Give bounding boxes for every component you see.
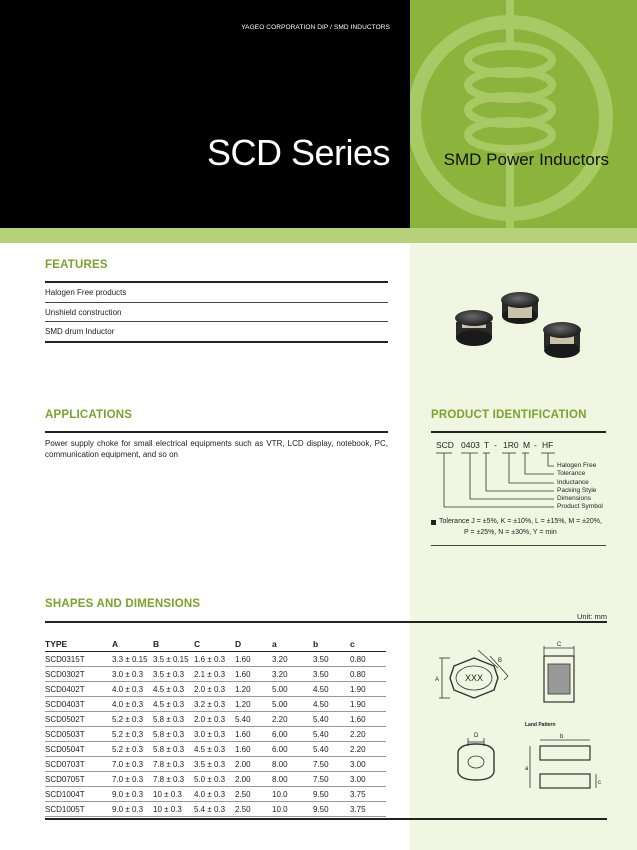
dimension-cell: 6.00 [272, 727, 313, 742]
dimension-cell: 3.0 ± 0.3 [194, 727, 235, 742]
dim-label: c [598, 780, 601, 786]
dimension-cell: 3.20 [272, 667, 313, 682]
dim-label: C [557, 642, 562, 648]
dimension-cell: 2.1 ± 0.3 [194, 667, 235, 682]
column-header: B [153, 636, 194, 652]
product-id-heading: PRODUCT IDENTIFICATION [431, 409, 587, 421]
column-header: a [272, 636, 313, 652]
feature-item: SMD drum Inductor [45, 327, 115, 336]
header-green-panel [410, 0, 637, 228]
tolerance-line: Tolerance J = ±5%, K = ±10%, L = ±15%, M = ±20%, [439, 518, 602, 525]
applications-heading: APPLICATIONS [45, 409, 133, 421]
dimension-cell: 3.50 [313, 652, 350, 667]
table-row [45, 712, 386, 727]
dimension-cell: 1.90 [350, 682, 386, 697]
dimension-cell: 8.00 [272, 757, 313, 772]
dimension-cell: 1.60 [235, 667, 272, 682]
code-part: M [523, 440, 531, 450]
dimension-cell: 5.8 ± 0.3 [153, 712, 194, 727]
dimensions-table [45, 636, 386, 817]
dimension-cell: 3.00 [350, 772, 386, 787]
code-part: SCD [436, 440, 454, 450]
dimension-cell: 5.00 [272, 697, 313, 712]
dimension-cell: 3.75 [350, 787, 386, 802]
dimension-cell: 5.0 ± 0.3 [194, 772, 235, 787]
feature-item: Halogen Free products [45, 288, 127, 297]
table-row [45, 802, 386, 817]
table-row [45, 652, 386, 667]
code-label: Tolerance [557, 470, 586, 477]
code-part: HF [542, 440, 554, 450]
dimension-cell: 1.60 [235, 742, 272, 757]
dimension-cell: 9.50 [313, 787, 350, 802]
product-photo [448, 288, 588, 363]
inductor-image [543, 322, 581, 358]
table-row [45, 682, 386, 697]
bullet-icon [431, 520, 436, 525]
table-row [45, 772, 386, 787]
dimension-cell: 7.8 ± 0.3 [153, 772, 194, 787]
land-pattern-label: Land Pattern [525, 722, 556, 728]
dimension-cell: 3.50 [313, 667, 350, 682]
code-label: Packing Style [557, 487, 597, 494]
column-header: b [313, 636, 350, 652]
dimension-cell: 7.50 [313, 772, 350, 787]
inductor-image [501, 292, 539, 324]
type-cell: SCD0705T [45, 772, 112, 787]
dimension-cell: 2.0 ± 0.3 [194, 712, 235, 727]
dimension-cell: 6.00 [272, 742, 313, 757]
dimension-cell: 3.75 [350, 802, 386, 817]
dimension-cell: 4.0 ± 0.3 [112, 697, 153, 712]
corp-line: YAGEO CORPORATION DIP / SMD INDUCTORS [241, 24, 390, 31]
code-part: 0403 [461, 440, 480, 450]
dimension-cell: 1.60 [235, 727, 272, 742]
table-row [45, 727, 386, 742]
type-cell: SCD0703T [45, 757, 112, 772]
type-cell: SCD0403T [45, 697, 112, 712]
type-cell: SCD0402T [45, 682, 112, 697]
table-row [45, 667, 386, 682]
features-heading: FEATURES [45, 259, 108, 271]
dimension-cell: 3.00 [350, 757, 386, 772]
unit-label: Unit: mm [577, 612, 607, 621]
dimension-cell: 2.50 [235, 802, 272, 817]
dimension-cell: 10 ± 0.3 [153, 802, 194, 817]
applications-text: Power supply choke for small electrical equipments such as VTR, LCD display, notebook, PC, communication equipment, and so on [45, 439, 388, 459]
table-row [45, 697, 386, 712]
code-part: - [534, 440, 537, 450]
tolerance-line: P = ±25%, N = ±30%, Y = min [464, 529, 557, 536]
dimension-cell: 1.20 [235, 682, 272, 697]
header-band [0, 228, 637, 243]
dimension-cell: 9.0 ± 0.3 [112, 802, 153, 817]
divider [431, 431, 606, 433]
dimension-cell: 2.50 [235, 787, 272, 802]
dimension-cell: 7.0 ± 0.3 [112, 757, 153, 772]
table-row [45, 787, 386, 802]
dimension-cell: 10.0 [272, 787, 313, 802]
dimension-cell: 5.00 [272, 682, 313, 697]
dimension-cell: 4.5 ± 0.3 [194, 742, 235, 757]
column-header: c [350, 636, 386, 652]
dimension-drawing [430, 636, 610, 806]
dim-label: D [474, 733, 479, 739]
dimension-cell: 3.5 ± 0.3 [153, 667, 194, 682]
dimension-cell: 8.00 [272, 772, 313, 787]
dimension-cell: 4.5 ± 0.3 [153, 697, 194, 712]
dimension-cell: 10.0 [272, 802, 313, 817]
dimension-cell: 3.3 ± 0.15 [112, 652, 153, 667]
type-cell: SCD0503T [45, 727, 112, 742]
dim-label: b [560, 734, 564, 740]
dimension-cell: 5.2 ± 0.3 [112, 742, 153, 757]
divider [431, 545, 606, 546]
dimension-cell: 4.5 ± 0.3 [153, 682, 194, 697]
table-header-row [45, 636, 386, 652]
dimension-cell: 4.0 ± 0.3 [112, 682, 153, 697]
coil-watermark-icon [410, 0, 637, 228]
code-label: Product Symbol [557, 503, 603, 510]
type-cell: SCD1005T [45, 802, 112, 817]
dimension-cell: 5.40 [235, 712, 272, 727]
inductor-image [455, 310, 493, 346]
dimension-cell: 2.0 ± 0.3 [194, 682, 235, 697]
dimension-cell: 2.20 [272, 712, 313, 727]
code-label: Inductance [557, 479, 589, 486]
table-body [45, 652, 386, 817]
dimension-cell: 3.5 ± 0.15 [153, 652, 194, 667]
divider [45, 818, 607, 820]
dimension-cell: 9.50 [313, 802, 350, 817]
dimension-cell: 5.2 ± 0.3 [112, 712, 153, 727]
divider [45, 341, 388, 343]
marking-text: XXX [464, 673, 484, 683]
dimension-cell: 5.8 ± 0.3 [153, 742, 194, 757]
table-row [45, 742, 386, 757]
code-part: - [494, 440, 497, 450]
table-row [45, 757, 386, 772]
type-cell: SCD0302T [45, 667, 112, 682]
dimension-cell: 5.8 ± 0.3 [153, 727, 194, 742]
dimension-cell: 4.50 [313, 697, 350, 712]
dimension-cell: 5.4 ± 0.3 [194, 802, 235, 817]
dimension-cell: 2.00 [235, 757, 272, 772]
divider [45, 281, 388, 283]
dimension-cell: 4.0 ± 0.3 [194, 787, 235, 802]
dimension-cell: 7.50 [313, 757, 350, 772]
code-part: 1R0 [503, 440, 519, 450]
dim-label: a [525, 766, 529, 772]
dimension-cell: 5.40 [313, 712, 350, 727]
type-cell: SCD0315T [45, 652, 112, 667]
dimension-cell: 2.00 [235, 772, 272, 787]
dimension-cell: 1.90 [350, 697, 386, 712]
column-header: D [235, 636, 272, 652]
dim-label: B [498, 658, 503, 664]
column-header: C [194, 636, 235, 652]
shapes-heading: SHAPES AND DIMENSIONS [45, 598, 201, 610]
code-part: T [484, 440, 490, 450]
divider [45, 302, 388, 303]
dimension-cell: 10 ± 0.3 [153, 787, 194, 802]
feature-item: Unshield construction [45, 308, 122, 317]
page-subtitle: SMD Power Inductors [443, 150, 609, 169]
header-black-panel [0, 0, 410, 228]
dimension-cell: 0.80 [350, 667, 386, 682]
divider [45, 431, 388, 433]
dimension-cell: 5.2 ± 0.3 [112, 727, 153, 742]
type-cell: SCD0502T [45, 712, 112, 727]
dimension-cell: 1.60 [350, 712, 386, 727]
column-header: TYPE [45, 636, 112, 652]
dimension-cell: 1.60 [235, 652, 272, 667]
column-header: A [112, 636, 153, 652]
dimension-cell: 2.20 [350, 727, 386, 742]
dimension-cell: 4.50 [313, 682, 350, 697]
dimension-cell: 5.40 [313, 727, 350, 742]
code-label: Halogen Free [557, 462, 597, 469]
dimension-cell: 0.80 [350, 652, 386, 667]
dimension-cell: 9.0 ± 0.3 [112, 787, 153, 802]
dimension-cell: 5.40 [313, 742, 350, 757]
dimension-cell: 7.0 ± 0.3 [112, 772, 153, 787]
dimension-cell: 3.5 ± 0.3 [194, 757, 235, 772]
divider [45, 621, 607, 623]
divider [45, 321, 388, 322]
type-cell: SCD0504T [45, 742, 112, 757]
code-label: Dimensions [557, 495, 591, 502]
dimension-cell: 3.0 ± 0.3 [112, 667, 153, 682]
type-cell: SCD1004T [45, 787, 112, 802]
dimension-cell: 3.2 ± 0.3 [194, 697, 235, 712]
page-title: SCD Series [206, 132, 390, 173]
dimension-cell: 1.20 [235, 697, 272, 712]
dimension-cell: 2.20 [350, 742, 386, 757]
dimension-cell: 1.6 ± 0.3 [194, 652, 235, 667]
dim-label: A [435, 677, 440, 683]
dimension-cell: 3.20 [272, 652, 313, 667]
dimension-cell: 7.8 ± 0.3 [153, 757, 194, 772]
